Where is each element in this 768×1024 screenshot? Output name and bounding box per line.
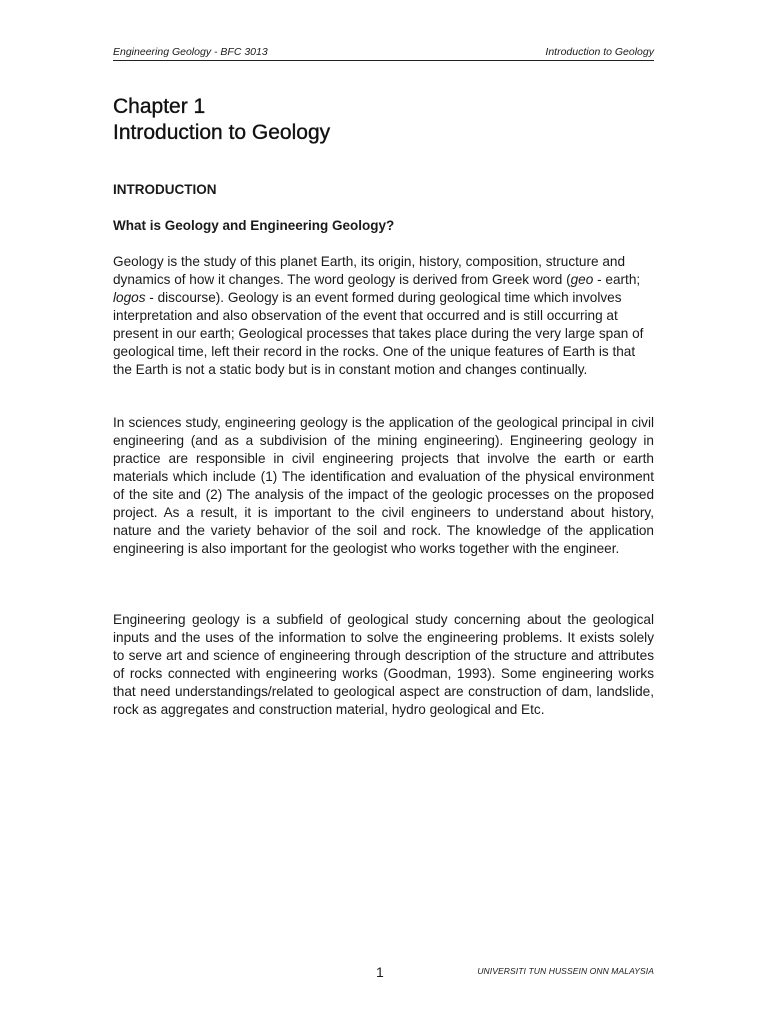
- paragraph-geology-definition: [113, 253, 654, 379]
- paragraph-text: - earth;: [593, 272, 641, 287]
- term-logos: logos: [113, 290, 146, 305]
- footer-institution: UNIVERSITI TUN HUSSEIN ONN MALAYSIA: [477, 966, 654, 976]
- page-number: 1: [376, 964, 384, 980]
- section-heading: INTRODUCTION: [113, 182, 217, 197]
- term-geo: geo: [570, 272, 594, 287]
- chapter-name: Introduction to Geology: [113, 121, 331, 144]
- paragraph-subfield: Engineering geology is a subfield of geological study concerning about the geological inputs and the uses of the information to solve the engineering problems. It exists solely to serve art and science of engineering through description of the structure and attributes of rocks connected with engineering works (Goodman, 1993). Some engineering works that need understandings/related to geological aspect are construction of dam, landslide, rock as aggregates and construction material, hydro geological and Etc.: [113, 612, 654, 717]
- paragraph-text: Geology is the study of this planet Earth, its origin, history, composition, structure and dynamics of how it changes. The word geology is derived from Greek word (: [113, 254, 626, 287]
- sub-heading: What is Geology and Engineering Geology?: [113, 218, 395, 233]
- running-header: [113, 46, 654, 61]
- chapter-number: Chapter 1: [113, 95, 206, 118]
- header-course-title: Engineering Geology - BFC 3013: [113, 46, 268, 58]
- chapter-title: [113, 94, 330, 146]
- paragraph-engineering-geology: In sciences study, engineering geology is the application of the geological principal in civil engineering (and as a subdivision of the mining engineering). Engineering geology in practice are responsible in civil engineering projects that involve the earth or earth materials which include (1) The identification and evaluation of the physical environment of the site and (2) The analysis of the impact of the geologic processes on the proposed project. As a result, it is important to the civil engineers to understand about history, nature and the variety behavior of the soil and rock. The knowledge of the application engineering is also important for the geologist who works together with the engineer.: [113, 415, 654, 556]
- header-chapter-title: Introduction to Geology: [545, 46, 654, 58]
- paragraph-text: - discourse). Geology is an event formed during geological time which involves interpretation and also observation of the event that occurred and is still occurring at present in our earth; Geological processes that takes place during the very large span of geological time, left their record in the rocks. One of the unique features of Earth is that the Earth is not a static body but is in constant motion and changes continually.: [113, 290, 644, 377]
